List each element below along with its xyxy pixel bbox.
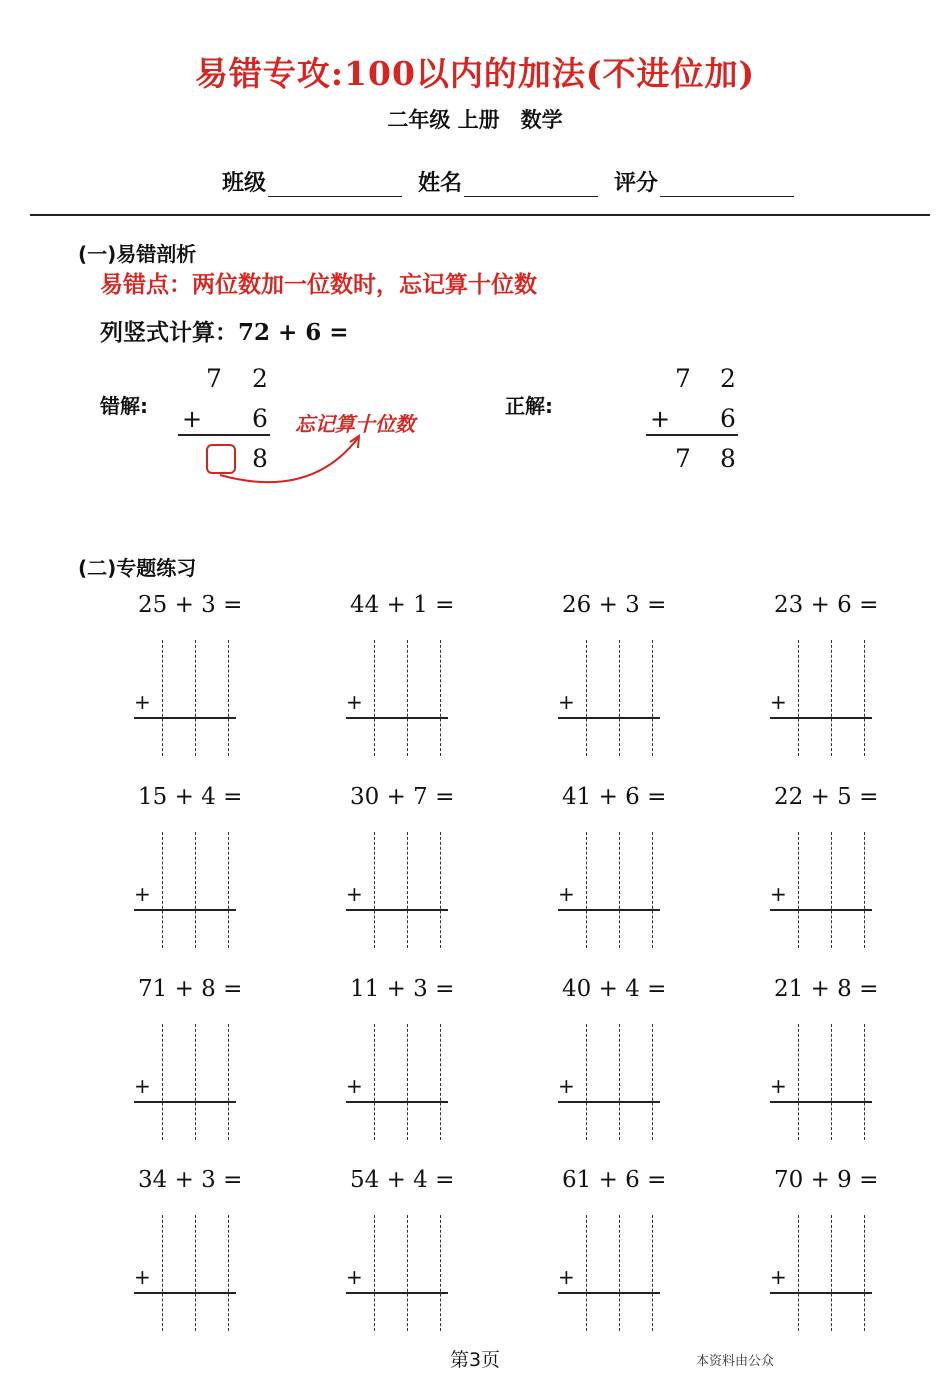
column-guide (162, 640, 163, 756)
page-subtitle: 二年级 上册 数学 (387, 108, 563, 132)
column-guide (374, 1215, 375, 1331)
column-guide (374, 1024, 375, 1140)
practice-problem (346, 784, 456, 954)
column-guide (652, 1215, 653, 1331)
plus-sign: + (134, 690, 151, 714)
practice-problem (346, 592, 456, 762)
column-guide (619, 1215, 620, 1331)
plus-sign: + (770, 690, 787, 714)
plus-sign: + (558, 690, 575, 714)
answer-line[interactable] (346, 1101, 448, 1103)
answer-line[interactable] (558, 1101, 660, 1103)
section2-heading: (二)专题练习 (78, 556, 197, 580)
right-result-ones: 8 (720, 444, 736, 473)
practice-problem (558, 784, 668, 954)
answer-line[interactable] (346, 1292, 448, 1294)
column-guide (864, 640, 865, 756)
practice-problem (134, 976, 244, 1146)
wrong-top-tens: 7 (206, 364, 222, 393)
practice-problem (770, 592, 880, 762)
column-guide (228, 640, 229, 756)
problem-equation: 61 + 6 = (562, 1167, 667, 1193)
column-guide (440, 640, 441, 756)
right-label: 正解: (505, 394, 553, 418)
plus-sign: + (558, 1074, 575, 1098)
name-blank[interactable] (464, 172, 598, 197)
answer-line[interactable] (558, 909, 660, 911)
right-result-tens: 7 (675, 444, 691, 473)
score-blank[interactable] (660, 172, 794, 197)
problem-equation: 15 + 4 = (138, 784, 243, 810)
problem-equation: 30 + 7 = (350, 784, 455, 810)
problem-equation: 54 + 4 = (350, 1167, 455, 1193)
class-label: 班级 (222, 171, 267, 196)
answer-line[interactable] (346, 717, 448, 719)
problem-equation: 25 + 3 = (138, 592, 243, 618)
plus-sign: + (346, 1265, 363, 1289)
plus-sign: + (346, 882, 363, 906)
right-top-ones: 2 (720, 364, 736, 393)
column-guide (440, 832, 441, 948)
practice-problem (558, 1167, 668, 1337)
column-guide (831, 832, 832, 948)
problem-equation: 70 + 9 = (774, 1167, 879, 1193)
column-guide (195, 640, 196, 756)
plus-sign: + (346, 690, 363, 714)
plus-sign: + (770, 882, 787, 906)
column-guide (440, 1215, 441, 1331)
column-guide (619, 640, 620, 756)
answer-line[interactable] (770, 717, 872, 719)
column-guide (195, 832, 196, 948)
problem-equation: 71 + 8 = (138, 976, 243, 1002)
answer-line[interactable] (134, 1101, 236, 1103)
column-guide (162, 1024, 163, 1140)
column-guide (195, 1024, 196, 1140)
column-guide (407, 1024, 408, 1140)
column-guide (407, 832, 408, 948)
column-guide (374, 832, 375, 948)
student-info-line (222, 166, 810, 197)
column-guide (831, 640, 832, 756)
plus-sign: + (134, 1265, 151, 1289)
column-guide (407, 640, 408, 756)
wrong-addend: 6 (252, 404, 268, 433)
practice-problem (770, 784, 880, 954)
right-addend: 6 (720, 404, 736, 433)
column-guide (586, 832, 587, 948)
problem-equation: 11 + 3 = (350, 976, 455, 1002)
problem-equation: 21 + 8 = (774, 976, 879, 1002)
column-guide (864, 832, 865, 948)
wrong-result-ones: 8 (252, 444, 268, 473)
column-guide (228, 832, 229, 948)
page-number: 第3页 (449, 1349, 501, 1371)
wrong-label: 错解: (100, 394, 148, 418)
answer-line[interactable] (134, 909, 236, 911)
plus-sign: + (134, 882, 151, 906)
problem-equation: 40 + 4 = (562, 976, 667, 1002)
column-guide (798, 832, 799, 948)
column-guide (652, 832, 653, 948)
practice-problem (134, 1167, 244, 1337)
wrong-plus: + (182, 405, 203, 433)
answer-line[interactable] (558, 717, 660, 719)
practice-problem (346, 1167, 456, 1337)
column-guide (162, 1215, 163, 1331)
column-guide (619, 1024, 620, 1140)
problem-equation: 22 + 5 = (774, 784, 879, 810)
error-arrow (200, 430, 370, 500)
column-guide (798, 1215, 799, 1331)
answer-line[interactable] (770, 1101, 872, 1103)
column-guide (864, 1024, 865, 1140)
problem-equation: 34 + 3 = (138, 1167, 243, 1193)
practice-problem (770, 976, 880, 1146)
answer-line[interactable] (346, 909, 448, 911)
plus-sign: + (558, 882, 575, 906)
answer-line[interactable] (558, 1292, 660, 1294)
problem-equation: 41 + 6 = (562, 784, 667, 810)
section1-heading: (一)易错剖析 (78, 242, 197, 266)
name-label: 姓名 (418, 171, 463, 196)
error-point: 易错点：两位数加一位数时，忘记算十位数 (100, 272, 537, 298)
column-guide (440, 1024, 441, 1140)
column-guide (407, 1215, 408, 1331)
problem-equation: 23 + 6 = (774, 592, 879, 618)
column-guide (798, 640, 799, 756)
column-guide (652, 1024, 653, 1140)
column-guide (586, 640, 587, 756)
answer-line[interactable] (770, 1292, 872, 1294)
column-guide (195, 1215, 196, 1331)
error-note: 忘记算十位数 (295, 412, 415, 436)
right-plus: + (650, 405, 671, 433)
problem-equation: 26 + 3 = (562, 592, 667, 618)
practice-problem (558, 592, 668, 762)
column-guide (619, 832, 620, 948)
plus-sign: + (134, 1074, 151, 1098)
practice-problem (770, 1167, 880, 1337)
practice-problem (134, 592, 244, 762)
column-guide (228, 1215, 229, 1331)
right-top-tens: 7 (675, 364, 691, 393)
column-guide (798, 1024, 799, 1140)
practice-problem (558, 976, 668, 1146)
column-guide (586, 1215, 587, 1331)
column-guide (831, 1215, 832, 1331)
column-guide (586, 1024, 587, 1140)
practice-problem (134, 784, 244, 954)
plus-sign: + (770, 1074, 787, 1098)
column-guide (228, 1024, 229, 1140)
wrong-top-ones: 2 (252, 364, 268, 393)
plus-sign: + (558, 1265, 575, 1289)
right-sum-line (646, 434, 738, 436)
practice-problem (346, 976, 456, 1146)
column-guide (864, 1215, 865, 1331)
problem-equation: 44 + 1 = (350, 592, 455, 618)
class-blank[interactable] (268, 172, 402, 197)
plus-sign: + (346, 1074, 363, 1098)
answer-line[interactable] (134, 1292, 236, 1294)
answer-line[interactable] (134, 717, 236, 719)
calc-prompt: 列竖式计算：72 + 6 = (100, 319, 349, 346)
plus-sign: + (770, 1265, 787, 1289)
header-divider (30, 214, 930, 216)
watermark-text: 本资料由公众 (696, 1354, 775, 1369)
page-title: 易错专攻:100以内的加法(不进位加) (194, 54, 756, 93)
column-guide (374, 640, 375, 756)
column-guide (162, 832, 163, 948)
answer-line[interactable] (770, 909, 872, 911)
column-guide (652, 640, 653, 756)
score-label: 评分 (614, 171, 659, 196)
column-guide (831, 1024, 832, 1140)
